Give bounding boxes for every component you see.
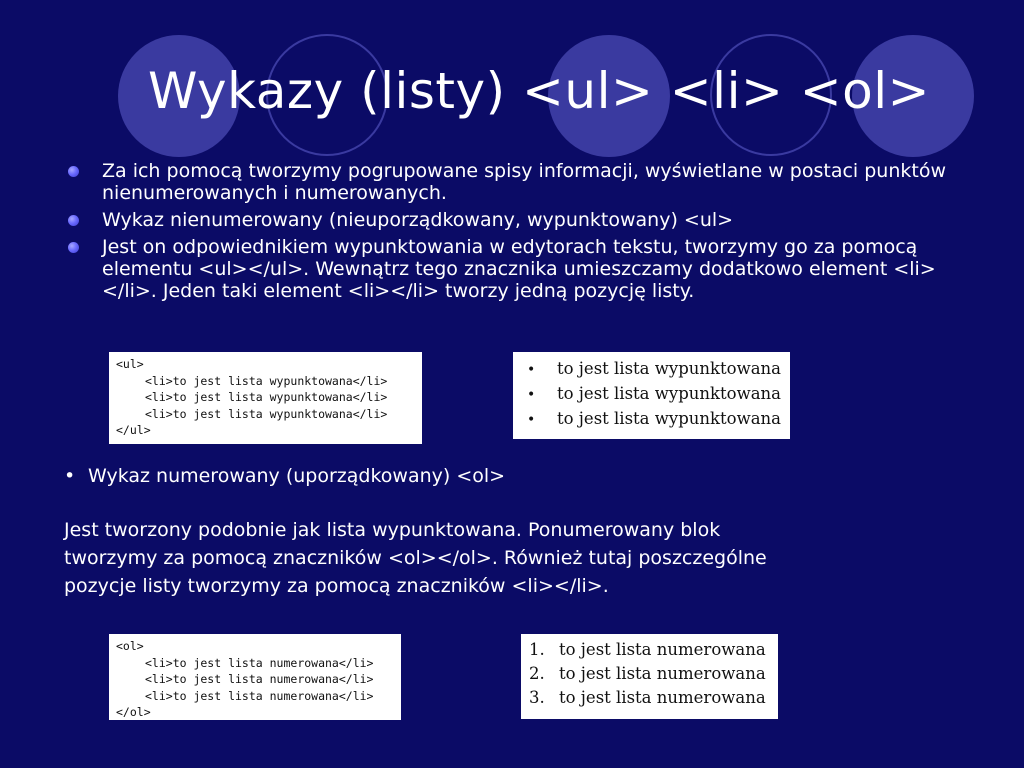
ol-rendered-list [521, 634, 778, 710]
rendered-list-item [527, 382, 790, 407]
slide-title: Wykazy (listy) <ul> <li> <ol> [148, 62, 931, 120]
ol-code-block [109, 634, 401, 721]
bullet-dot-icon [68, 242, 79, 253]
bullet-marker: • [527, 362, 536, 378]
rendered-item-text: to jest lista wypunktowana [557, 409, 782, 428]
ul-rendered-list [513, 352, 790, 432]
ol-code-image [109, 634, 401, 720]
paragraph-line: tworzymy za pomocą znaczników <ol></ol>. Również tutaj poszczególne [64, 547, 767, 569]
rendered-item-text: to jest lista numerowana [559, 664, 766, 683]
bullet-marker: • [527, 412, 536, 428]
bullet-item [66, 236, 966, 302]
rendered-item-text: to jest lista wypunktowana [557, 359, 782, 378]
code-line: <ol> [116, 639, 144, 653]
list-number: 3. [529, 688, 545, 707]
paragraph-line: pozycje listy tworzymy za pomocą znaczników <li></li>. [64, 575, 609, 597]
bullet-marker: • [527, 387, 536, 403]
ol-paragraph [64, 516, 944, 600]
rendered-list-item [529, 662, 778, 686]
bullet-text: Jest on odpowiednikiem wypunktowania w edytorach tekstu, tworzymy go za pomocą elementu <ul></ul>. Wewnątrz tego znacznika umieszczamy dodatkowo element <li></li>. Jeden taki element <li></li> tworzy jedną pozycję listy. [102, 236, 936, 302]
bullet-list [66, 160, 966, 307]
ul-code-image [109, 352, 422, 444]
code-line: <li>to jest lista wypunktowana</li> [145, 373, 388, 388]
code-line: <ul> [116, 357, 144, 371]
list-number: 2. [529, 664, 545, 683]
bullet-item [66, 160, 966, 204]
bullet-text: Za ich pomocą tworzymy pogrupowane spisy informacji, wyświetlane w postaci punktów nienumerowanych i numerowanych. [102, 160, 947, 204]
bullet-dot-icon [68, 166, 79, 177]
list-number: 1. [529, 640, 545, 659]
code-line: <li>to jest lista wypunktowana</li> [145, 406, 388, 421]
ul-rendered-image [513, 352, 790, 439]
code-line: <li>to jest lista numerowana</li> [145, 655, 374, 670]
rendered-item-text: to jest lista wypunktowana [557, 384, 782, 403]
code-line: </ul> [116, 423, 151, 437]
bullet-item [66, 209, 966, 231]
ol-heading [64, 463, 505, 489]
paragraph-line: Jest tworzony podobnie jak lista wypunktowana. Ponumerowany blok [64, 519, 721, 541]
ol-heading-text: Wykaz numerowany (uporządkowany) <ol> [88, 465, 506, 487]
code-line: </ol> [116, 705, 151, 719]
ol-rendered-image [521, 634, 778, 719]
bullet-text: Wykaz nienumerowany (nieuporządkowany, wypunktowany) <ul> [102, 209, 734, 231]
rendered-list-item [529, 686, 778, 710]
bullet-dot-icon [68, 215, 79, 226]
ul-code-block [109, 352, 422, 439]
bullet-marker: • [64, 465, 76, 487]
rendered-item-text: to jest lista numerowana [559, 688, 766, 707]
code-line: <li>to jest lista wypunktowana</li> [145, 390, 388, 404]
code-line: <li>to jest lista numerowana</li> [145, 672, 374, 686]
code-line: <li>to jest lista numerowana</li> [145, 688, 374, 703]
rendered-list-item [529, 638, 778, 662]
rendered-item-text: to jest lista numerowana [559, 640, 766, 659]
rendered-list-item [527, 407, 790, 432]
rendered-list-item [527, 357, 790, 382]
